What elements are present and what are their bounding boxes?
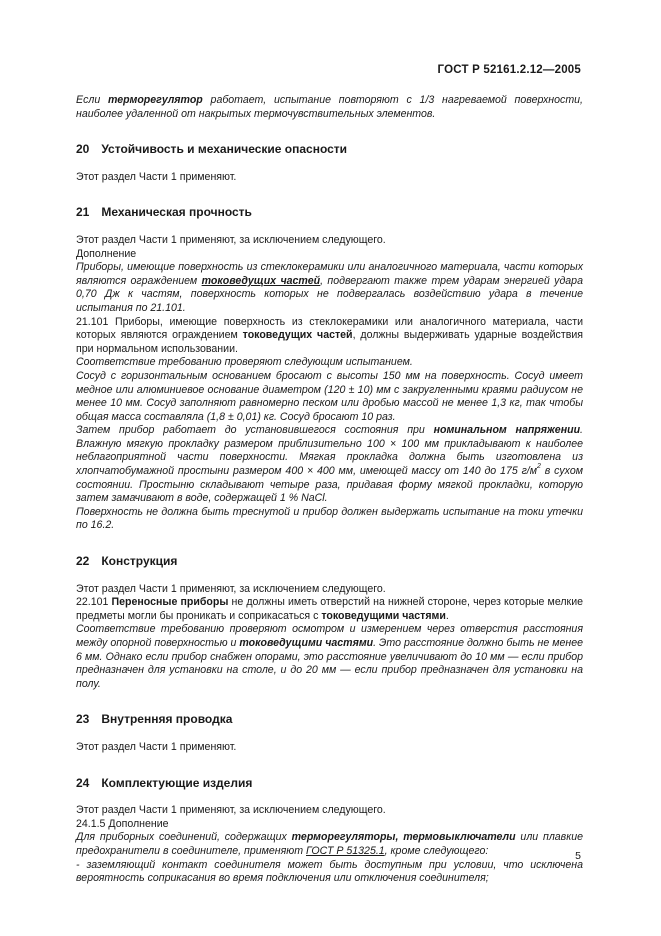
section-number: 24 [76,775,90,790]
text: Соответствие требованию проверяют осмотром и измерением через отверстия расстояния между опорной поверхностью и [76,623,583,649]
section-number: 23 [76,712,90,727]
text: . Это расстояние должно быть не менее 6 мм. Однако если прибор снабжен опорами, это расстояние увеличивают до 10 мм — если прибор предназначен для установки на столе, и до 20 мм — если прибор предназначен для установки на полу. [76,637,583,690]
intro-paragraph [76,94,583,121]
connector-paragraph [76,831,583,858]
test-description: Сосуд с горизонтальным основанием бросают с высоты 150 мм на поверхность. Сосуд имеет медное или алюминиевое основание диаметром (120 ± 10) мм с закругленными краями радиусом не менее 10 мм. Сосуд заполняют равномерно песком или дробью массой не менее 1,3 кг, так чтобы общая масса составляла (1,8 ± 0,01) кг. Сосуд бросают 10 раз. [76,369,583,423]
document-code-header: ГОСТ Р 52161.2.12—2005 [437,64,581,76]
section-20-text: Этот раздел Части 1 применяют. [76,170,237,183]
section-20-heading [76,143,583,157]
term-live-parts: токоведущих частей [242,329,353,342]
text: 21.101 Приборы, имеющие поверхность из стеклокерамики или аналогичного материала, части которых являются ограждением [76,315,583,342]
clause-21-101 [76,316,583,357]
test-procedure [76,424,583,506]
addition-label: Дополнение [76,247,137,260]
text: 22.101 [76,596,112,609]
section-21-heading [76,206,583,220]
term-live-parts: токоведущими частями [239,637,374,649]
section-23-heading [76,713,583,727]
section-23-text: Этот раздел Части 1 применяют. [76,740,237,753]
text: . [445,609,449,622]
section-title: Внутренняя проводка [101,712,233,727]
term-thermostat: терморегулятор [108,94,203,106]
text: , кроме следующего: [384,844,489,857]
text: в сухом состоянии. Простыню складывают четыре раза, придавая форму мягкой прокладки, которую затем замачивают в воде, содержащей 1 % NaCl. [76,465,583,505]
clause-24-1-5: 24.1.5 Дополнение [76,817,169,830]
term-live-parts: токоведущими частями [321,609,446,622]
section-24-heading [76,777,583,791]
section-number: 22 [76,554,90,569]
section-title: Устойчивость и механические опасности [101,142,348,157]
text: , подвергают также трем ударам энергией удара 0,70 Дж к частям, поверхность которых не подвергалась воздействию удара в течение испытания по 21.101. [76,274,583,314]
term-portable-appliances: Переносные приборы [111,596,229,609]
text: или плавкие предохранители в соединителе, применяют [76,831,583,857]
section-22-text: Этот раздел Части 1 применяют, за исключением следующего. [76,582,386,595]
text: работает, испытание повторяют с 1/3 нагреваемой поверхности, наиболее удаленной от накрытых термочувствительных элементов. [76,94,583,120]
term-live-parts: токоведущих частей [201,274,321,287]
text: Приборы, имеющие поверхность из стеклокерамики или аналогичного материала, части которых являются ограждением [76,261,583,287]
text: . Влажную мягкую прокладку размером приблизительно 100 × 100 мм прикладывают к наиболее неблагоприятной части поверхности. Мягкая прокладка должна быть изготовлена из хлопчатобумажной простыни размером 400 × 400 мм, имеющей массу от 140 до 175 г/м [76,424,583,478]
section-title: Механическая прочность [101,205,252,220]
superscript: 2 [537,463,541,471]
text: Затем прибор работает до установившегося состояния при [76,424,434,437]
term-thermostats-cutouts: терморегуляторы, термовыключатели [291,831,516,844]
compliance-note: Соответствие требованию проверяют следующим испытанием. [76,356,413,369]
section-21-text: Этот раздел Части 1 применяют, за исключением следующего. [76,233,386,246]
section-24-text: Этот раздел Части 1 применяют, за исключением следующего. [76,804,386,817]
section-21-paragraph [76,261,583,315]
earthing-contact-item: - заземляющий контакт соединителя может быть доступным при условии, что исключена вероятность соприкасания во время подключения или отключения соединителя; [76,858,583,885]
section-title: Конструкция [101,554,178,569]
section-number: 21 [76,205,90,220]
text: не должны иметь отверстий на нижней стороне, через которые мелкие предметы могли бы проникать и соприкасаться с [76,596,583,622]
clause-22-101 [76,596,583,623]
page-number: 5 [575,850,581,862]
section-title: Комплектующие изделия [101,775,253,790]
test-requirement: Поверхность не должна быть треснутой и прибор должен выдержать испытание на токи утечки по 16.2. [76,505,583,532]
term-rated-voltage: номинальном напряжении [433,424,581,437]
page-content [76,94,583,886]
compliance-check [76,623,583,691]
section-22-heading [76,555,583,569]
section-number: 20 [76,142,90,157]
text: Если [76,94,108,106]
standard-reference-link[interactable]: ГОСТ Р 51325.1 [306,844,385,857]
text: , должны выдерживать ударные воздействия при нормальном использовании. [76,329,583,355]
text: Для приборных соединений, содержащих [76,831,292,844]
